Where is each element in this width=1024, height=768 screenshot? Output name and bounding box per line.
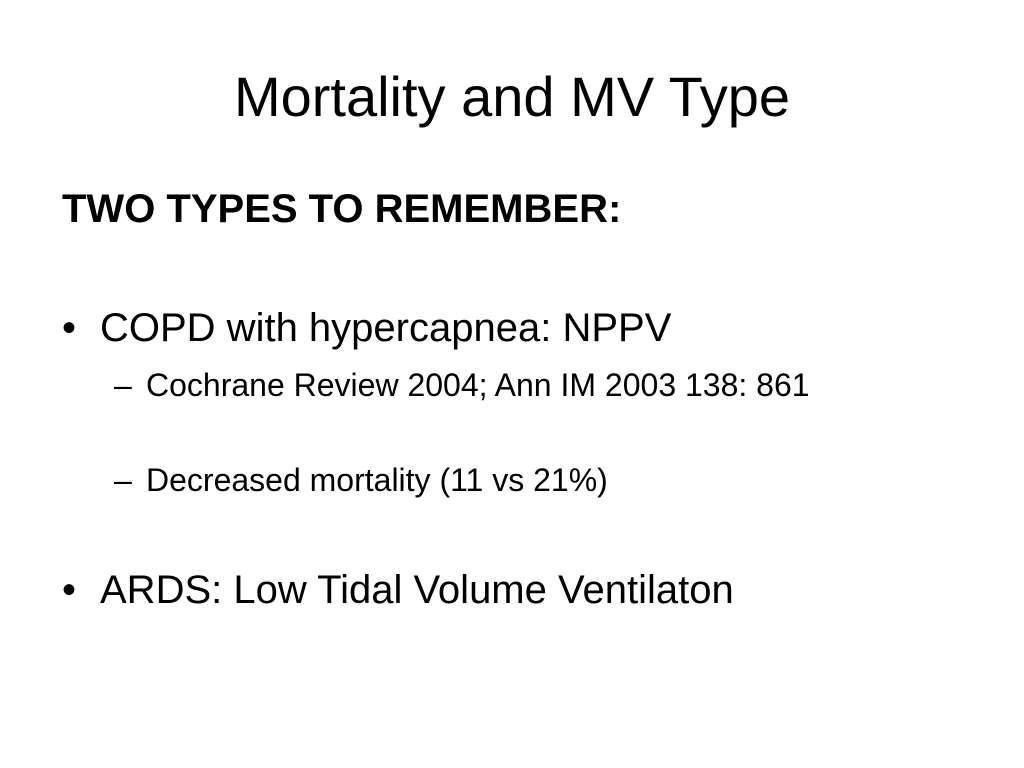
sub-bullet-marker: – bbox=[114, 367, 132, 403]
slide-title: Mortality and MV Type bbox=[233, 65, 791, 128]
sub-bullet-item-mortality bbox=[114, 461, 914, 499]
sub-bullet-text: Decreased mortality (11 vs 21%) bbox=[146, 462, 608, 498]
bullet-text: ARDS: Low Tidal Volume Ventilaton bbox=[100, 568, 734, 612]
bullet-marker: • bbox=[62, 306, 77, 350]
sub-bullet-text: Cochrane Review 2004; Ann IM 2003 138: 861 bbox=[146, 367, 810, 403]
slide-subheading: TWO TYPES TO REMEMBER: bbox=[62, 187, 622, 231]
bullet-text: COPD with hypercapnea: NPPV bbox=[100, 306, 672, 350]
sub-bullet-item-cochrane bbox=[114, 366, 914, 404]
bullet-marker: • bbox=[62, 568, 77, 612]
sub-bullet-marker: – bbox=[114, 462, 132, 498]
